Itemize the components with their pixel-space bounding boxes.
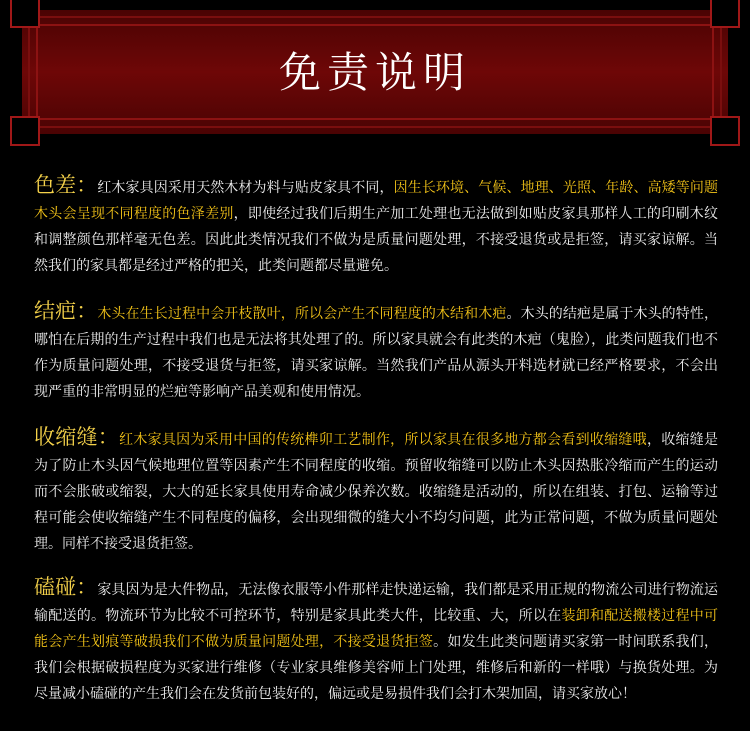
section-highlight-text: 因生长环境、气候、地理、光照、年龄、高矮等问题木头会呈现不同程度的色泽差别 <box>34 180 718 222</box>
section-text: ，收缩缝是为了防止木头因气候地理位置等因素产生不同程度的收缩。预留收缩缝可以防止木头因热胀冷缩而产生的运动而不会胀破或缩裂，大大的延长家具使用寿命减少保养次数。收缩缝是活动的，所以在组装、打包、运输等过程可能会使收缩缝产生不同程度的偏移，会出现细微的缝大小不均匀问题，此为正常问题，不做为质量问题处理。同样不接受退货拒签。 <box>34 432 719 552</box>
section-text: 。如发生此类问题请买家第一时间联系我们，我们会根据破损程度为买家进行维修（专业家具维修美容师上门处理，维修后和新的一样哦）与换货处理。为尽量减小磕碰的产生我们会在发货前包装好的，偏远或是易损件我们会打木架加固，请买家放心！ <box>34 634 719 702</box>
banner-corner-ornament <box>710 0 740 28</box>
section-heading: 磕碰： <box>34 575 98 599</box>
section-highlight-text: 木头在生长过程中会开枝散叶，所以会产生不同程度的木结和木疤 <box>97 306 507 322</box>
section-knots <box>34 298 718 405</box>
section-text: 家具因为是大件物品，无法像衣服等小件那样走快递运输，我们都是采用正规的物流公司进行物流运输配送的。物流环节为比较不可控环节，特别是家具此类大件，比较重、大，所以在 <box>34 582 718 624</box>
section-heading: 色差： <box>34 173 98 197</box>
banner-corner-ornament <box>710 116 740 146</box>
section-text: 红木家具因采用天然木材为料与贴皮家具不同， <box>97 180 394 196</box>
banner-corner-ornament <box>10 0 40 28</box>
section-text: ，即使经过我们后期生产加工处理也无法做到如贴皮家具那样人工的印刷木纹和调整颜色那样毫无色差。因此此类情况我们不做为是质量问题处理，不接受退货或是拒签，请买家谅解。当然我们的家具都是经过严格的把关，此类问题都尽量避免。 <box>34 206 719 274</box>
section-heading: 收缩缝： <box>34 425 120 449</box>
section-color-difference <box>34 172 718 279</box>
banner-corner-ornament <box>10 116 40 146</box>
title-banner <box>22 10 728 134</box>
section-shrink-gaps <box>34 424 718 557</box>
section-highlight-text: 红木家具因为采用中国的传统榫卯工艺制作，所以家具在很多地方都会看到收缩缝哦 <box>119 432 647 448</box>
page-title: 免责说明 <box>278 48 471 97</box>
section-highlight-text: 装卸和配送搬楼过程中可能会产生划痕等破损我们不做为质量问题处理，不接受退货拒签 <box>34 608 719 650</box>
section-heading: 结疤： <box>34 299 98 323</box>
section-bumps <box>34 574 718 707</box>
section-text: 。木头的结疤是属于木头的特性，哪怕在后期的生产过程中我们也是无法将其处理了的。所以家具就会有此类的木疤（鬼脸），此类问题我们也不作为质量问题处理，不接受退货与拒签，请买家谅解。当然我们产品从源头开料选材就已经严格要求，不会出现严重的非常明显的烂疤等影响产品美观和使用情况。 <box>34 306 719 400</box>
